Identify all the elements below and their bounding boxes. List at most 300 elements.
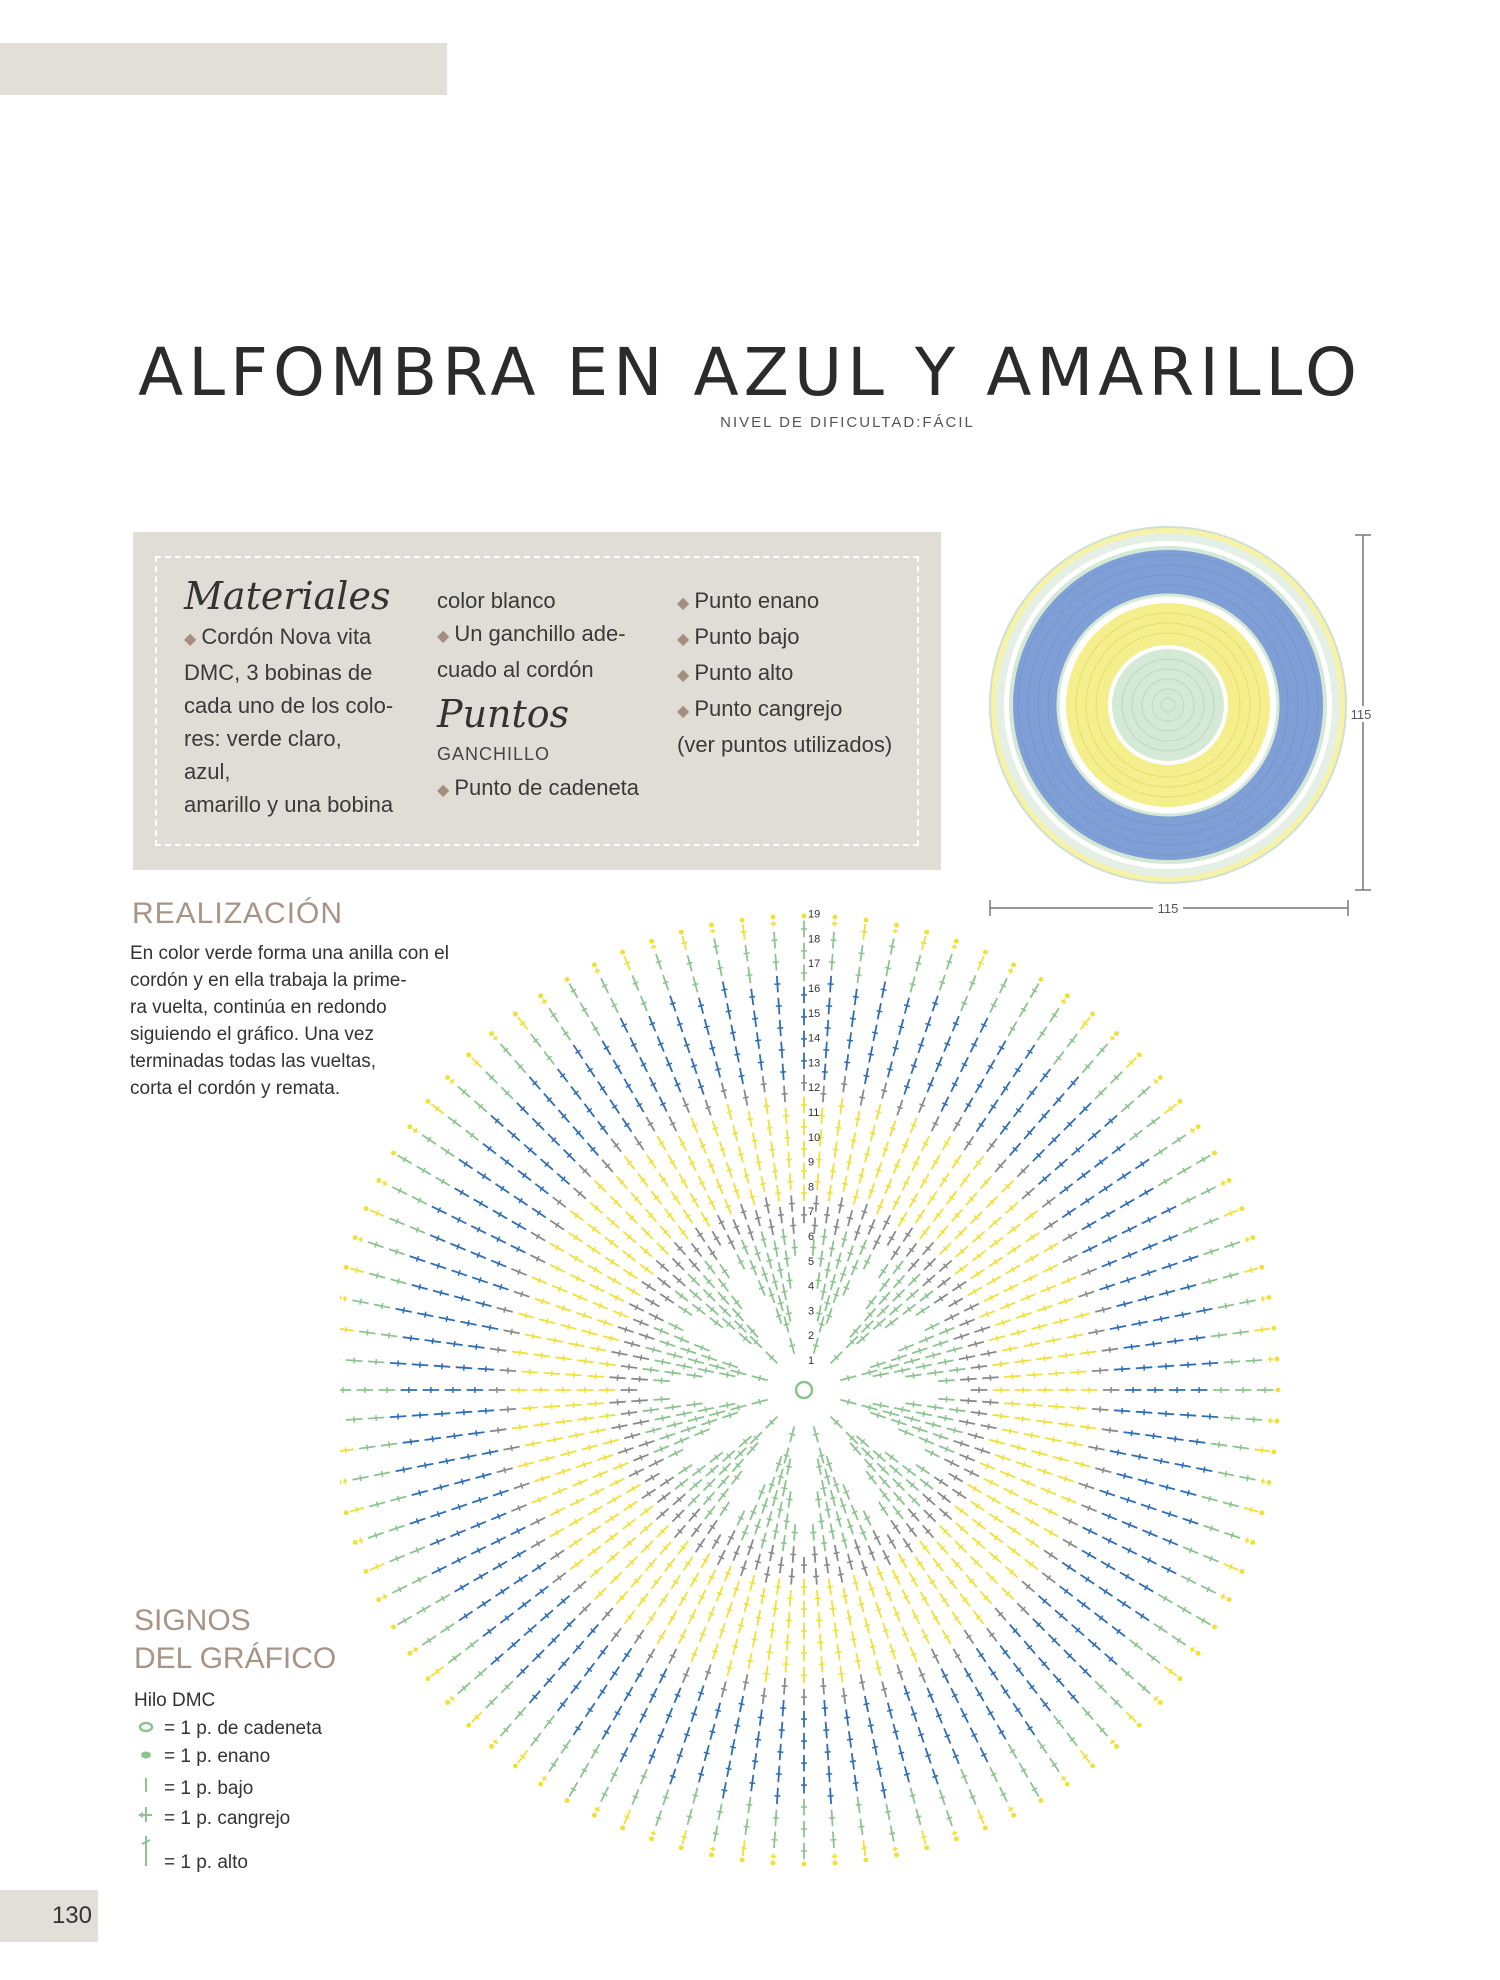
chart-stitch-bar — [1044, 1355, 1045, 1361]
chart-edge-stitch — [1271, 1326, 1276, 1331]
chart-edge-stitch — [1212, 1151, 1217, 1156]
chart-stitch-bar — [360, 1538, 362, 1544]
chart-stitch-bar — [767, 1652, 773, 1653]
materials-line: cuado al cordón — [437, 657, 594, 682]
chart-stitch-bar — [978, 1816, 984, 1818]
chart-stitch-bar — [921, 942, 927, 944]
chart-stitch-bar — [776, 1315, 782, 1317]
chart-stitch-bar — [946, 1328, 948, 1334]
chart-stitch-bar — [663, 982, 669, 984]
chart-stitch-bar — [833, 1484, 839, 1486]
chart-stitch-bar — [925, 1023, 931, 1025]
chart-stitch-bar — [461, 1479, 463, 1485]
chart-stitch-bar — [852, 1267, 858, 1269]
chart-stitch-bar — [1161, 1316, 1162, 1322]
chart-stitch-bar — [345, 1478, 346, 1484]
chart-stitch-bar — [954, 1347, 956, 1353]
diamond-bullet-icon: ◆ — [677, 631, 690, 648]
chart-stitch-bar — [721, 1689, 727, 1691]
chart-stitch-bar — [868, 1054, 874, 1055]
chart-stitch-bar — [692, 1795, 698, 1797]
chart-stitch-bar — [953, 1023, 959, 1025]
chart-stitch-bar — [1247, 1475, 1248, 1481]
chart-stitch-bar — [533, 1333, 534, 1339]
chart-edge-stitch — [1011, 1813, 1016, 1818]
chart-stitch-bar — [850, 1018, 856, 1019]
chart-stitch-bar — [947, 961, 953, 963]
chart-stitch-bar — [861, 1848, 867, 1849]
chart-stitch-bar — [498, 1427, 499, 1433]
chart-stitch-bar — [604, 1320, 606, 1326]
chart-stitch-bar — [784, 1258, 790, 1259]
chart-stitch-bar — [957, 1367, 958, 1373]
chart-stitch-bar — [1096, 1445, 1097, 1451]
chart-stitch-bar — [830, 1281, 836, 1283]
legend-row — [134, 1774, 253, 1800]
diamond-bullet-icon: ◆ — [677, 703, 690, 720]
chart-stitch-bar — [749, 997, 755, 998]
chart-stitch-bar — [880, 1372, 881, 1378]
chart-round-numbers — [808, 909, 820, 1367]
chart-stitch-bar — [1166, 1290, 1168, 1296]
chart-stitch-bar — [597, 1428, 598, 1434]
chart-stitch-bar — [910, 984, 916, 986]
chart-stitch-bar — [773, 1531, 779, 1532]
chart-stitch-bar — [759, 1375, 761, 1381]
puntos-item: Punto enano — [694, 588, 820, 613]
chart-stitch-bar — [389, 1442, 390, 1448]
chart-stitch-bar — [727, 1169, 733, 1171]
chart-edge-stitch — [709, 1852, 714, 1857]
chart-stitch-bar — [656, 1817, 662, 1819]
thread-label: Hilo DMC — [134, 1690, 216, 1711]
chart-stitch-bar — [787, 1499, 793, 1500]
signos-heading-line: SIGNOS — [134, 1604, 251, 1637]
chart-stitch-bar — [1044, 1306, 1046, 1312]
chart-stitch-bar — [1103, 1467, 1105, 1473]
chart-stitch-bar — [725, 1206, 731, 1208]
chart-stitch-bar — [772, 1171, 778, 1172]
chart-stitch-bar — [747, 1119, 753, 1120]
chart-stitch-bar — [840, 1505, 846, 1507]
legend-label: = 1 p. cangrejo — [164, 1808, 291, 1829]
chart-stitch-bar — [784, 1324, 790, 1326]
chart-stitch-bar — [890, 1651, 896, 1653]
chart-stitch-bar — [946, 1446, 948, 1452]
chart-stitch-bar — [979, 1364, 980, 1370]
chart-edge-stitch — [1158, 1075, 1163, 1080]
chart-stitch-bar — [824, 1302, 830, 1304]
chart-stitch-bar — [887, 1069, 893, 1071]
chart-edge-stitch — [1239, 1569, 1244, 1574]
chart-stitch-bar — [1139, 1454, 1140, 1460]
chart-stitch-bar — [746, 1805, 752, 1806]
chart-stitch-bar — [1225, 1471, 1226, 1477]
chart-stitch-bar — [1066, 1422, 1067, 1428]
chart-stitch-bar — [1031, 1432, 1032, 1438]
chart-stitch-bar — [1175, 1338, 1176, 1344]
chart-stitch-bar — [860, 1532, 866, 1534]
chart-stitch-bar — [743, 1097, 749, 1098]
chart-stitch-bar — [902, 1368, 903, 1374]
chart-stitch-bar — [620, 1311, 622, 1317]
chart-stitch-bar — [1161, 1458, 1162, 1464]
chart-stitch-bar — [1074, 1333, 1075, 1339]
chart-stitch-bar — [629, 1364, 630, 1370]
chart-stitch-bar — [1000, 1413, 1001, 1419]
chart-stitch-bar — [1023, 1462, 1025, 1468]
chart-stitch-bar — [610, 1439, 612, 1445]
chart-stitch-bar — [520, 1350, 521, 1356]
chart-stitch-bar — [852, 1511, 858, 1513]
chart-stitch-bar — [479, 1277, 481, 1283]
chart-stitch-bar — [940, 1341, 942, 1347]
chart-stitch-bar — [457, 1244, 459, 1250]
chart-stitch-bar — [898, 1355, 900, 1361]
chart-stitch-bar — [981, 1448, 983, 1454]
chart-stitch-bar — [881, 1689, 887, 1691]
chart-stitch-bar — [1027, 1294, 1029, 1300]
chart-stitch-bar — [1230, 1564, 1232, 1570]
chart-stitch-bar — [1250, 1267, 1252, 1273]
chart-stitch-bar — [850, 1761, 856, 1762]
chart-stitch-bar — [772, 1281, 778, 1283]
chart-stitch-bar — [1188, 1490, 1190, 1496]
chart-stitch-bar — [815, 1499, 821, 1500]
diamond-bullet-icon: ◆ — [677, 595, 690, 612]
chart-stitch-bar — [844, 1717, 850, 1718]
chart-edge-stitch — [709, 923, 714, 928]
chart-stitch-bar — [1250, 1507, 1252, 1513]
chart-stitch-bar — [726, 1768, 732, 1769]
chart-stitch-bar — [975, 1341, 977, 1347]
chart-stitch-bar — [1023, 1313, 1025, 1319]
chart-stitch-bar — [662, 1359, 663, 1365]
chart-stitch-bar — [1129, 1252, 1131, 1258]
rug-green-center — [1112, 649, 1224, 761]
chart-edge-stitch — [833, 1861, 838, 1866]
chart-stitch-bar — [1031, 1342, 1032, 1348]
chart-stitch-bar — [576, 1342, 577, 1348]
chart-edge-stitch — [426, 1099, 431, 1104]
chart-stitch-bar — [1109, 1427, 1110, 1433]
chart-stitch-bar — [890, 1410, 892, 1416]
chart-stitch-bar — [859, 1682, 865, 1683]
chart-edge-stitch — [1266, 1295, 1271, 1300]
chart-stitch-bar — [674, 1422, 676, 1428]
chart-stitch-bar — [692, 1124, 698, 1126]
diamond-bullet-icon: ◆ — [184, 631, 197, 648]
chart-stitch-bar — [732, 1132, 738, 1134]
chart-stitch-bar — [1018, 1330, 1020, 1336]
chart-stitch-bar — [880, 1402, 881, 1408]
chart-stitch-bar — [945, 1043, 951, 1045]
chart-stitch-bar — [1010, 1346, 1011, 1352]
chart-stitch-bar — [483, 1473, 485, 1479]
chart-stitch-bar — [769, 1149, 775, 1150]
chart-stitch-bar — [457, 1531, 459, 1537]
chart-edge-stitch — [344, 1265, 349, 1270]
chart-stitch-bar — [966, 1355, 967, 1361]
chart-stitch-bar — [477, 1252, 479, 1258]
chart-stitch-bar — [975, 1433, 977, 1439]
chart-stitch-bar — [684, 1411, 685, 1417]
chart-stitch-bar — [916, 962, 922, 964]
chart-stitch-bar — [559, 1286, 561, 1292]
chart-stitch-bar — [855, 1546, 861, 1548]
chart-stitch-bar — [853, 1783, 859, 1784]
chart-edge-stitch — [679, 930, 684, 935]
chart-stitch-bar — [511, 1329, 512, 1335]
chart-stitch-bar — [869, 1552, 875, 1554]
chart-stitch — [340, 1449, 354, 1451]
chart-stitch-bar — [1210, 1525, 1212, 1531]
chart-stitch-bar — [848, 1526, 854, 1528]
legend-label: = 1 p. enano — [164, 1746, 271, 1767]
chart-stitch-bar — [860, 1246, 866, 1248]
chart-stitch-bar — [847, 1739, 853, 1740]
chart-stitch-bar — [848, 1375, 850, 1381]
realizacion-line: siguiendo el gráfico. Una vez — [130, 1024, 374, 1045]
chart-edge-stitch — [445, 1075, 450, 1080]
chart-stitch-bar — [712, 1128, 718, 1130]
chart-stitch-bar — [476, 1430, 477, 1436]
chart-stitch-bar — [624, 1816, 630, 1818]
chart-stitch-bar — [683, 1674, 689, 1676]
round-number-label: 3 — [808, 1305, 815, 1318]
chart-stitch-bar — [416, 1547, 418, 1553]
chart-stitch-bar — [1230, 1210, 1232, 1216]
chart-stitch-bar — [398, 1278, 400, 1284]
chart-stitch-bar — [525, 1313, 527, 1319]
chart-stitch-bar — [710, 1848, 716, 1849]
chart-stitch-bar — [1074, 1441, 1075, 1447]
round-number-label: 15 — [808, 1007, 821, 1020]
chart-stitch-bar — [870, 1646, 876, 1648]
chart-stitch-bar — [700, 1633, 706, 1635]
chart-edge-stitch — [426, 1676, 431, 1681]
chart-stitch-bar — [833, 1630, 839, 1631]
chart-stitch-bar — [913, 1373, 914, 1379]
chart-stitch-bar — [778, 1215, 784, 1216]
chart-stitch-bar — [504, 1307, 506, 1313]
chart-stitch-bar — [970, 982, 976, 984]
chart-stitch-bar — [1044, 1469, 1046, 1475]
chart-stitch-bar — [717, 1811, 723, 1812]
puntos-heading: Puntos — [437, 692, 570, 736]
chart-stitch-bar — [1145, 1296, 1147, 1302]
chart-edge-stitch — [592, 962, 597, 967]
chart-stitch-bar — [945, 1359, 946, 1365]
chart-stitch-bar — [762, 1273, 768, 1275]
chart-stitch-bar — [518, 1505, 520, 1511]
chart-stitch-bar — [786, 1466, 792, 1467]
chart-stitch-bar — [933, 1422, 935, 1428]
chart-stitch-bar — [827, 1586, 833, 1587]
chart-stitch — [340, 1329, 354, 1331]
chart-stitch-bar — [911, 1358, 913, 1364]
chart-stitch-bar — [933, 1353, 935, 1359]
chart-stitch-bar — [542, 1298, 544, 1304]
chart-stitch-bar — [851, 1140, 857, 1141]
chart-stitch-bar — [1007, 1472, 1009, 1478]
chart-stitch-bar — [660, 1328, 662, 1334]
chart-stitch-bar — [830, 1608, 836, 1609]
chart-stitch-bar — [396, 1249, 398, 1255]
round-number-label: 6 — [808, 1231, 815, 1243]
chart-edge-stitch — [1250, 1235, 1255, 1240]
chart-stitch-bar — [1230, 1502, 1232, 1508]
chart-stitch-bar — [945, 1415, 946, 1421]
chart-stitch-bar — [721, 989, 727, 990]
chart-stitch-bar — [646, 1334, 648, 1340]
round-number-label: 10 — [808, 1131, 821, 1144]
chart-edge-stitch — [954, 939, 959, 944]
chart-stitch-bar — [716, 1364, 718, 1370]
chart-stitch-bar — [700, 1145, 706, 1147]
chart-stitch-bar — [1240, 1330, 1241, 1336]
chart-stitch-bar — [881, 989, 887, 990]
chart-stitch-bar — [936, 1063, 942, 1065]
chart-edge-stitch — [1275, 1419, 1280, 1424]
chart-stitch-bar — [708, 1165, 714, 1167]
chart-stitch-bar — [734, 1725, 740, 1726]
chart-stitch-bar — [1182, 1312, 1183, 1318]
chart-stitch-bar — [841, 1695, 847, 1696]
chart-edge-stitch — [513, 1012, 518, 1017]
chart-stitch-bar — [489, 1450, 490, 1456]
chart-stitch-bar — [869, 1588, 875, 1590]
chart-stitch-bar — [752, 1140, 758, 1141]
chart-edge-stitch — [1259, 1510, 1264, 1515]
chart-edge-stitch — [802, 1862, 807, 1867]
chart-stitch-bar — [904, 1774, 910, 1776]
materials-line: res: verde claro, azul, — [184, 726, 342, 784]
chart-stitch-bar — [640, 1355, 641, 1361]
chart-stitch-bar — [692, 984, 698, 986]
chart-stitch-bar — [1007, 1303, 1009, 1309]
chart-stitch-bar — [1022, 1358, 1023, 1364]
round-number-label: 18 — [808, 933, 821, 946]
chart-stitch-bar — [651, 1832, 657, 1834]
chart-stitch-bar — [498, 1261, 500, 1267]
chart-stitch-bar — [698, 1005, 704, 1007]
chart-edge-stitch — [679, 1845, 684, 1850]
chart-edge-stitch — [1039, 977, 1044, 982]
chart-stitch-bar — [755, 1217, 761, 1219]
chart-stitch-bar — [1209, 1278, 1211, 1284]
chart-stitch-bar — [742, 1532, 748, 1534]
chart-stitch-bar — [382, 1471, 383, 1477]
chart-stitch-bar — [538, 1497, 540, 1503]
round-number-label: 2 — [808, 1330, 815, 1343]
chart-edge-stitch — [1114, 1031, 1119, 1036]
chart-stitch-bar — [885, 1811, 891, 1812]
chart-stitch-bar — [705, 1671, 711, 1673]
chart-stitch-bar — [1190, 1547, 1192, 1553]
chart-stitch-bar — [1246, 1237, 1248, 1243]
chart-stitch-bar — [454, 1433, 455, 1439]
chart-stitch-bar — [855, 1660, 861, 1661]
chart-stitch-bar — [437, 1511, 439, 1517]
chart-stitch-bar — [666, 1063, 672, 1065]
chart-stitch-bar — [653, 1427, 655, 1433]
chart-stitch-bar — [781, 1237, 787, 1238]
chart-stitch-bar — [554, 1437, 555, 1443]
chart-stitch-bar — [898, 1419, 900, 1425]
chart-stitch-bar — [1169, 1236, 1171, 1242]
chart-edge-stitch — [924, 930, 929, 935]
chart-stitch-bar — [398, 1496, 400, 1502]
chart-stitch-bar — [923, 1363, 924, 1369]
chart-stitch-bar — [568, 1324, 570, 1330]
chart-stitch-bar — [751, 1267, 757, 1269]
diamond-bullet-icon: ◆ — [437, 628, 450, 645]
chart-stitch-bar — [818, 1258, 824, 1259]
chart-edge-stitch — [863, 1857, 868, 1862]
chart-stitch-bar — [1127, 1497, 1129, 1503]
chart-stitch-bar — [721, 1090, 727, 1092]
chart-stitch-bar — [741, 1848, 747, 1849]
chart-stitch-bar — [1210, 1249, 1212, 1255]
chart-stitch-bar — [897, 1671, 903, 1673]
chart-stitch-bar — [840, 1273, 846, 1275]
chart-stitch-bar — [687, 1426, 689, 1432]
chart-stitch-bar — [894, 1613, 900, 1615]
chart-stitch-bar — [816, 1313, 822, 1314]
chart-stitch-bar — [650, 1023, 656, 1025]
chart-stitch-bar — [597, 1346, 598, 1352]
chart-stitch-bar — [720, 1630, 726, 1632]
chart-stitch-bar — [620, 1463, 622, 1469]
chart-stitch-bar — [1103, 1307, 1105, 1313]
chart-stitch-bar — [607, 1413, 608, 1419]
chart-stitch-bar — [859, 1604, 865, 1606]
round-number-label: 19 — [808, 908, 821, 921]
chart-stitch-bar — [681, 1836, 687, 1838]
chart-edge-stitch — [1090, 1764, 1095, 1769]
chart-stitch-bar — [633, 1796, 639, 1798]
chart-stitch-bar — [923, 1411, 924, 1417]
realizacion-line: corta el cordón y remata. — [130, 1078, 341, 1099]
chart-stitch-bar — [717, 1185, 723, 1187]
chart-edge-stitch — [833, 915, 838, 920]
chart-stitch-bar — [1106, 1284, 1108, 1290]
chart-stitch-bar — [876, 1169, 882, 1171]
chart-stitch-bar — [919, 1674, 925, 1676]
chart-stitch-bar — [734, 1588, 740, 1590]
chart-stitch-bar — [813, 1345, 819, 1347]
chart-stitch-bar — [1039, 1450, 1041, 1456]
chart-stitch-bar — [864, 1703, 870, 1704]
chart-stitch-bar — [815, 1280, 821, 1281]
realizacion-line: ra vuelta, continúa en redondo — [130, 997, 387, 1018]
chart-stitch-bar — [905, 1345, 907, 1351]
chart-stitch-bar — [988, 1424, 989, 1430]
chart-stitch-bar — [744, 1175, 750, 1177]
chart-stitch-bar — [675, 1084, 681, 1086]
chart-stitch-bar — [360, 1299, 361, 1305]
chart-stitch-bar — [382, 1303, 383, 1309]
chart-stitch-bar — [769, 1552, 775, 1553]
chart-stitch-bar — [738, 1154, 744, 1156]
materials-line: cada uno de los colo- — [184, 693, 394, 718]
chart-stitch-bar — [640, 1455, 642, 1461]
chart-stitch-bar — [1131, 1430, 1132, 1436]
chart-stitch-bar — [1169, 1539, 1171, 1545]
chart-stitch-bar — [658, 1735, 664, 1737]
chart-stitch-bar — [905, 1430, 907, 1436]
